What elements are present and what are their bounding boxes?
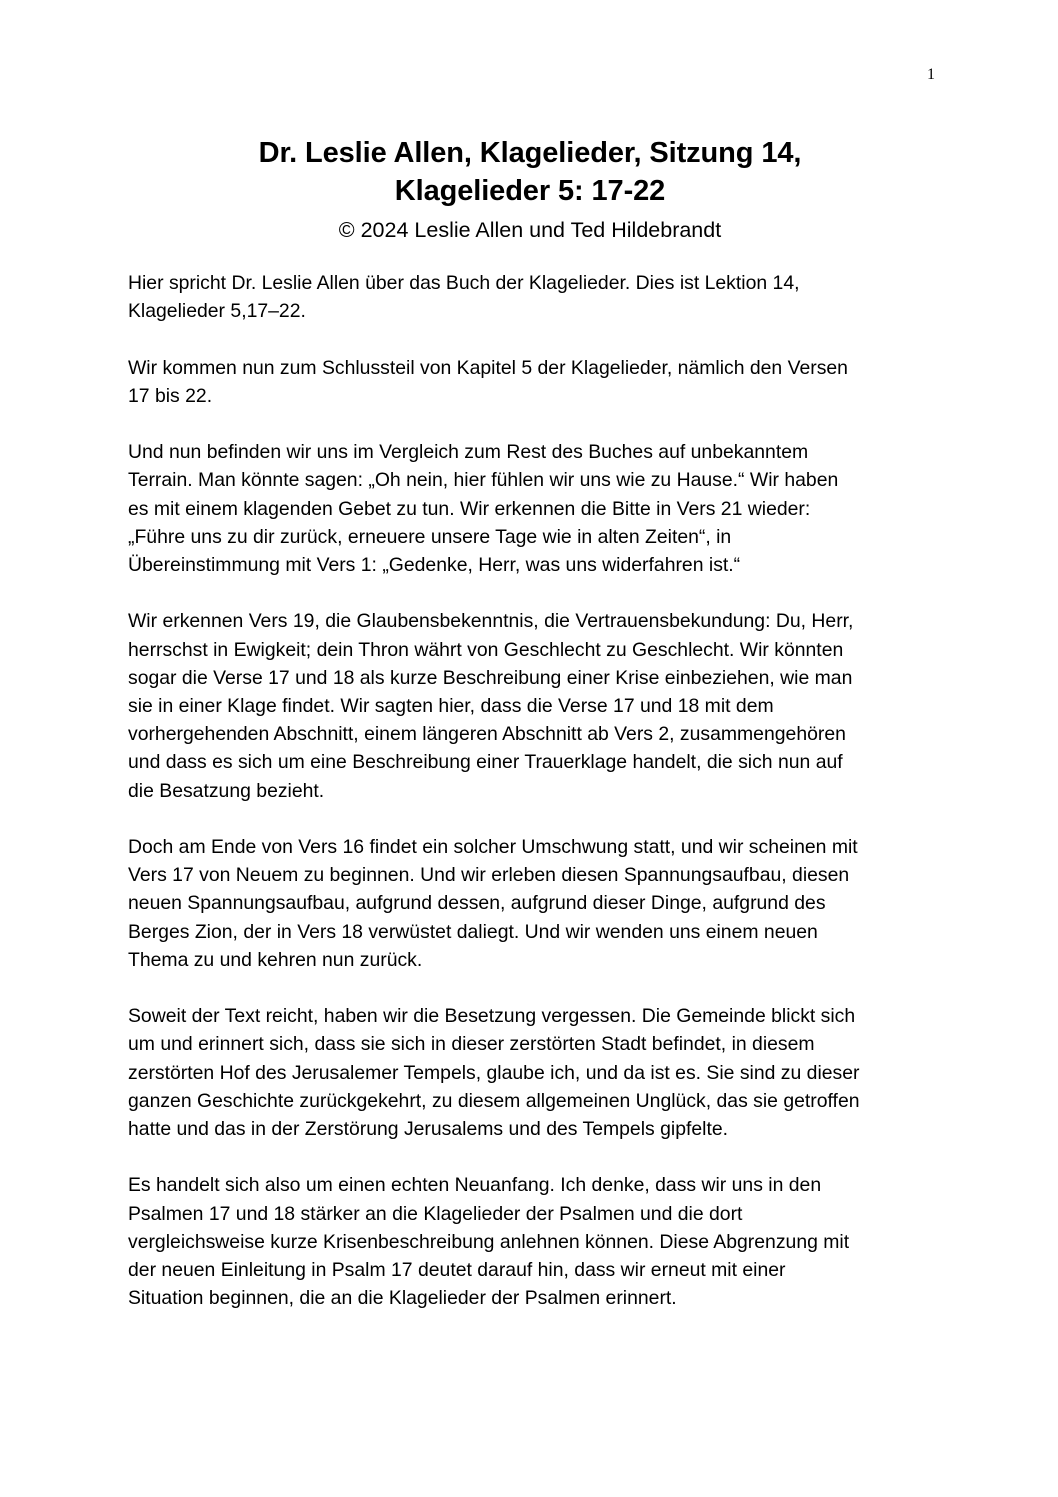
paragraph-line: herrschst in Ewigkeit; dein Thron währt von Geschlecht zu Geschlecht. Wir könnten	[128, 638, 844, 661]
paragraph-line: sogar die Verse 17 und 18 als kurze Beschreibung einer Krise einbeziehen, wie man	[128, 666, 853, 689]
paragraph-line: es mit einem klagenden Gebet zu tun. Wir erkennen die Bitte in Vers 21 wieder:	[128, 497, 811, 520]
paragraph	[128, 354, 948, 410]
paragraph-line: Thema zu und kehren nun zurück.	[128, 948, 423, 971]
paragraph-line: zerstörten Hof des Jerusalemer Tempels, glaube ich, und da ist es. Sie sind zu dieser	[128, 1061, 860, 1084]
paragraph-line: Wir kommen nun zum Schlussteil von Kapitel 5 der Klagelieder, nämlich den Versen	[128, 356, 848, 379]
paragraph	[128, 607, 948, 804]
document-body	[128, 269, 948, 1341]
paragraph-line: die Besatzung bezieht.	[128, 779, 325, 802]
paragraph-line: Es handelt sich also um einen echten Neuanfang. Ich denke, dass wir uns in den	[128, 1174, 822, 1197]
paragraph-line: Berges Zion, der in Vers 18 verwüstet daliegt. Und wir wenden uns einem neuen	[128, 920, 818, 943]
paragraph-line: hatte und das in der Zerstörung Jerusalems und des Tempels gipfelte.	[128, 1118, 729, 1141]
paragraph-line: Vers 17 von Neuem zu beginnen. Und wir erleben diesen Spannungsaufbau, diesen	[128, 864, 850, 887]
paragraph-line: 17 bis 22.	[128, 384, 213, 407]
paragraph-line: Übereinstimmung mit Vers 1: „Gedenke, Herr, was uns widerfahren ist.“	[128, 554, 741, 576]
paragraph-line: Psalmen 17 und 18 stärker an die Klagelieder der Psalmen und die dort	[128, 1202, 743, 1225]
paragraph-line: um und erinnert sich, dass sie sich in dieser zerstörten Stadt befindet, in diesem	[128, 1033, 815, 1056]
paragraph	[128, 833, 948, 974]
paragraph	[128, 1002, 948, 1143]
paragraph	[128, 438, 948, 579]
title-block	[110, 134, 950, 247]
paragraph-line: „Führe uns zu dir zurück, erneuere unsere Tage wie in alten Zeiten“, in	[128, 525, 732, 548]
document-title-line-2: Klagelieder 5: 17-22	[394, 175, 666, 207]
paragraph-line: Soweit der Text reicht, haben wir die Besetzung vergessen. Die Gemeinde blickt sich	[128, 1005, 856, 1028]
paragraph	[128, 269, 948, 325]
paragraph-line: Wir erkennen Vers 19, die Glaubensbekenntnis, die Vertrauensbekundung: Du, Herr,	[128, 610, 854, 633]
paragraph-line: ganzen Geschichte zurückgekehrt, zu diesem allgemeinen Unglück, das sie getroffen	[128, 1089, 860, 1112]
copyright-notice: © 2024 Leslie Allen und Ted Hildebrandt	[338, 218, 722, 242]
paragraph-line: neuen Spannungsaufbau, aufgrund dessen, aufgrund dieser Dinge, aufgrund des	[128, 892, 826, 915]
paragraph-line: Terrain. Man könnte sagen: „Oh nein, hier fühlen wir uns wie zu Hause.“ Wir haben	[128, 469, 839, 492]
paragraph-line: vergleichsweise kurze Krisenbeschreibung anlehnen können. Diese Abgrenzung mit	[128, 1230, 850, 1253]
paragraph-line: und dass es sich um eine Beschreibung einer Trauerklage handelt, die sich nun auf	[128, 751, 843, 774]
page-number: 1	[927, 66, 935, 83]
paragraph-line: sie in einer Klage findet. Wir sagten hier, dass die Verse 17 und 18 mit dem	[128, 695, 774, 717]
paragraph-line: Hier spricht Dr. Leslie Allen über das Buch der Klagelieder. Dies ist Lektion 14,	[128, 272, 800, 294]
paragraph-line: Und nun befinden wir uns im Vergleich zum Rest des Buches auf unbekanntem	[128, 441, 809, 464]
document-title-line-1: Dr. Leslie Allen, Klagelieder, Sitzung 14,	[258, 137, 802, 169]
paragraph-line: vorhergehenden Abschnitt, einem längeren Abschnitt ab Vers 2, zusammengehören	[128, 723, 846, 746]
paragraph-line: Doch am Ende von Vers 16 findet ein solcher Umschwung statt, und wir scheinen mit	[128, 836, 858, 858]
paragraph-line: Situation beginnen, die an die Klagelieder der Psalmen erinnert.	[128, 1287, 677, 1310]
paragraph	[128, 1171, 948, 1312]
paragraph-line: Klagelieder 5,17–22.	[128, 300, 306, 323]
paragraph-line: der neuen Einleitung in Psalm 17 deutet darauf hin, dass wir erneut mit einer	[128, 1259, 786, 1282]
